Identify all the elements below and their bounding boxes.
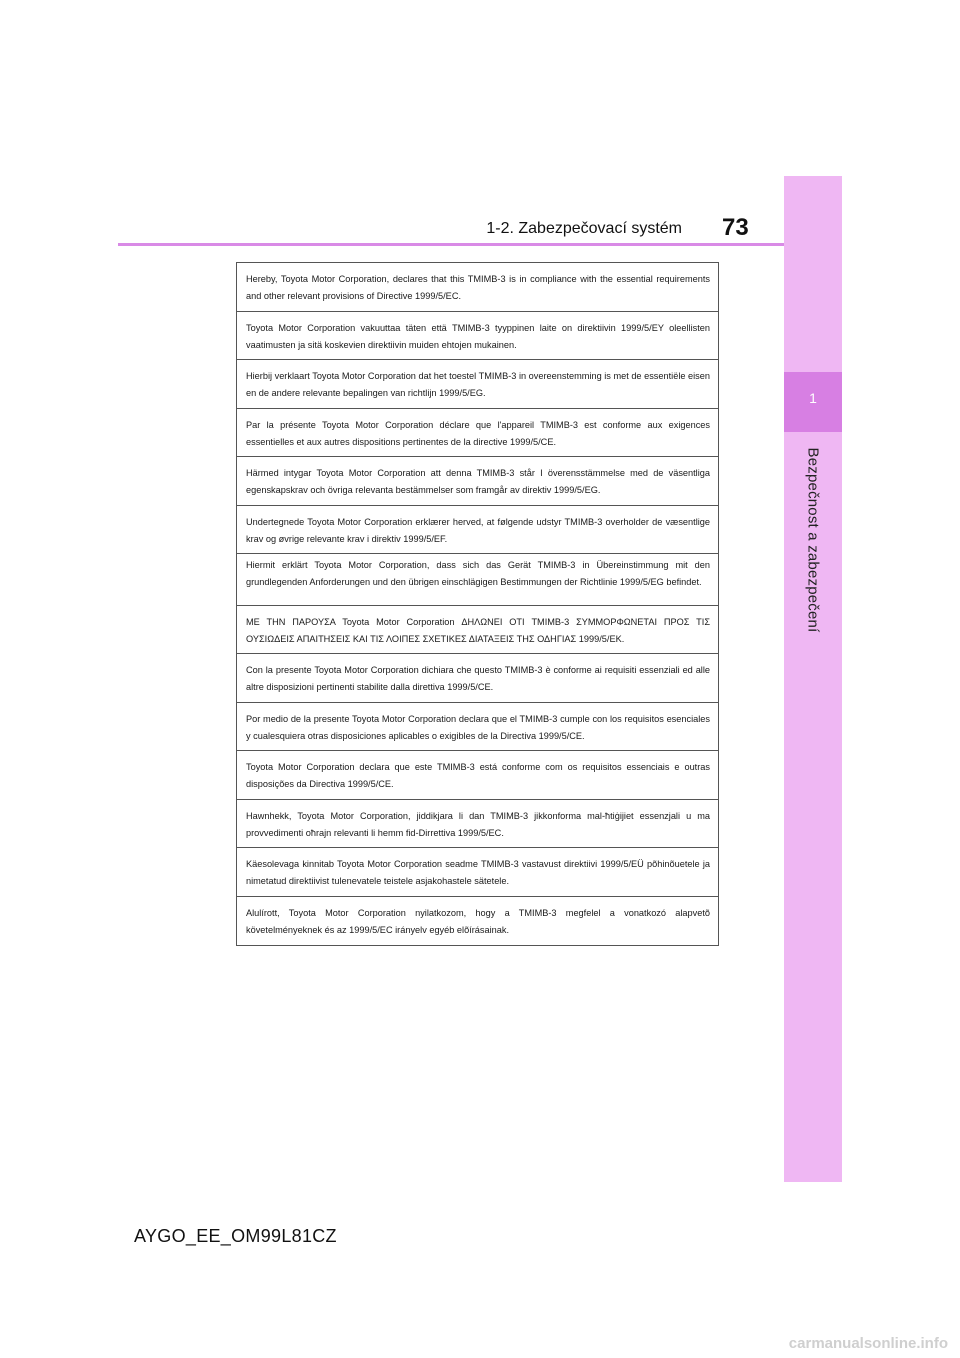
declaration-row-sv: Härmed intygar Toyota Motor Corporation att denna TMIMB-3 står I överensstämmelse med de väsentliga egenskapskrav och övriga relevanta bestämmelser som framgår av direktiv 1999/5/EG. [237, 457, 718, 506]
section-title: 1-2. Zabezpečovací systém [486, 220, 682, 237]
watermark: carmanualsonline.info [788, 1335, 948, 1352]
chapter-side-band [784, 176, 842, 1182]
declaration-row-es: Por medio de la presente Toyota Motor Corporation declara que el TMIMB-3 cumple con los requisitos esenciales y cualesquiera otras disposiciones aplicables o exigibles de la Directiva 1999/5/CE. [237, 703, 718, 751]
page-number: 73 [722, 214, 749, 241]
document-code: AYGO_EE_OM99L81CZ [134, 1226, 337, 1246]
declaration-table [236, 262, 719, 946]
declaration-row-nl: Hierbij verklaart Toyota Motor Corporation dat het toestel TMIMB-3 in overeenstemming is met de essentiële eisen en de andere relevante bepalingen van richtlijn 1999/5/EG. [237, 360, 718, 409]
header-divider [118, 243, 784, 246]
chapter-number: 1 [809, 390, 817, 406]
declaration-row-de: Hiermit erklärt Toyota Motor Corporation, dass sich das Gerät TMIMB-3 in Übereinstimmung mit den grundlegenden Anforderungen und den übrigen einschlägigen Bestimmungen der Richtlinie 1999/5/EG befindet. [237, 554, 718, 606]
declaration-row-el: ΜΕ ΤΗΝ ΠΑΡΟΥΣΑ Toyota Motor Corporation ΔΗΛΩΝΕΙ ΟΤΙ TMIMB-3 ΣΥΜΜΟΡΦΩΝΕΤΑΙ ΠΡΟΣ ΤΙΣ ΟΥΣΙΩΔΕΙΣ ΑΠΑΙΤΗΣΕΙΣ ΚΑΙ ΤΙΣ ΛΟΙΠΕΣ ΣΧΕΤΙΚΕΣ ΔΙΑΤΑΞΕΙΣ ΤΗΣ ΟΔΗΓΙΑΣ 1999/5/ΕΚ. [237, 606, 718, 654]
declaration-row-fi: Toyota Motor Corporation vakuuttaa täten että TMIMB-3 tyyppinen laite on direktiivin 1999/5/EY oleellisten vaatimusten ja sitä koskevien direktiivin muiden ehtojen mukainen. [237, 312, 718, 360]
declaration-row-hu: Alulírott, Toyota Motor Corporation nyilatkozom, hogy a TMIMB-3 megfelel a vonatkozó alapvetõ követelményeknek és az 1999/5/EC irányelv egyéb elõírásainak. [246, 908, 710, 935]
declaration-row-et: Käesolevaga kinnitab Toyota Motor Corporation seadme TMIMB-3 vastavust direktiivi 1999/5/EÜ põhinõuetele ja nimetatud direktiivist tulenevatele teistele asjakohastele sätetele. [237, 848, 718, 897]
declaration-row-da: Undertegnede Toyota Motor Corporation erklærer herved, at følgende udstyr TMIMB-3 overholder de væsentlige krav og øvrige relevante krav i direktiv 1999/5/EF. [237, 506, 718, 554]
declaration-row-en: Hereby, Toyota Motor Corporation, declares that this TMIMB-3 is in compliance with the essential requirements and other relevant provisions of Directive 1999/5/EC. [237, 263, 718, 312]
chapter-title: Bezpečnost a zabezpečení [804, 447, 822, 633]
declaration-row-fr: Par la présente Toyota Motor Corporation déclare que l'appareil TMIMB-3 est conforme aux exigences essentielles et aux autres dispositions pertinentes de la directive 1999/5/CE. [237, 409, 718, 457]
declaration-row-mt: Hawnhekk, Toyota Motor Corporation, jiddikjara li dan TMIMB-3 jikkonforma mal-ħtiġijiet essenzjali u ma provvedimenti oħrajn relevanti li hemm fid-Dirrettiva 1999/5/EC. [237, 800, 718, 848]
declaration-row-pt: Toyota Motor Corporation declara que este TMIMB-3 está conforme com os requisitos essenciais e outras disposições da Directiva 1999/5/CE. [237, 751, 718, 800]
declaration-row-it: Con la presente Toyota Motor Corporation dichiara che questo TMIMB-3 è conforme ai requisiti essenziali ed alle altre disposizioni pertinenti stabilite dalla direttiva 1999/5/CE. [237, 654, 718, 703]
chapter-tab[interactable] [784, 372, 842, 432]
